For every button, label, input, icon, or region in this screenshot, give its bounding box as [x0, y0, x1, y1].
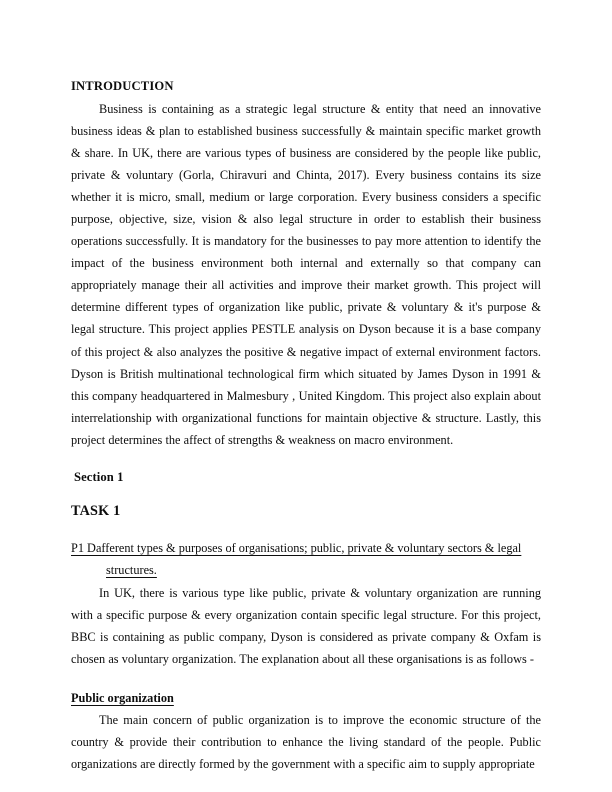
heading-task-1: TASK 1 — [71, 502, 121, 519]
document-body — [71, 76, 541, 775]
heading-p1-line-1: P1 Dafferent types & purposes of organisations; public, private & voluntary sectors & legal — [71, 540, 522, 555]
heading-section-1: Section 1 — [74, 469, 124, 484]
heading-public-organization-wrap — [71, 670, 541, 708]
heading-public-organization: Public organization — [71, 690, 174, 705]
paragraph-public-organization-body: The main concern of public organization is to improve the economic structure of the country & provide their contribution to enhance the living standard of the people. Public organizations are directly formed by the government with a specific aim to supply appropriate — [71, 712, 541, 772]
heading-p1 — [71, 537, 541, 581]
paragraph-p1-body: In UK, there is various type like public, private & voluntary organization are running with a specific purpose & every organization contain specific legal structure. For this project, BBC is containing as public company, Dyson is considered as private company & Oxfam is chosen as voluntary organization. The explanation about all these organisations is as follows - — [71, 585, 541, 666]
heading-introduction: INTRODUCTION — [71, 79, 174, 93]
paragraph-introduction: Business is containing as a strategic legal structure & entity that need an innovative business ideas & plan to established business successfully & maintain specific market growth & share. In UK, there are various types of business are considered by the people like public, private & voluntary (Gorla, Chiravuri and Chinta, 2017). Every business contains its size whether it is micro, small, medium or large corporation. Every business considers a specific purpose, objective, size, vision & also legal structure in order to establish their business operations successfully. It is mandatory for the businesses to pay more attention to identify the impact of the business environment both internal and externally so that company can appropriately manage their all activities and improve their market growth. This project will determine different types of organization like public, private & voluntary & it's purpose & legal structure. This project applies PESTLE analysis on Dyson because it is a base company of this project & also analyzes the positive & negative impact of external environment factors. Dyson is British multinational technological firm which situated by James Dyson in 1991 & this company headquartered in Malmesbury , United Kingdom. This project also explain about interrelationship with organizational functions for maintain objective & structure. Lastly, this project determines the affect of strengths & weakness on macro environment. — [71, 102, 541, 447]
heading-p1-line-2: structures. — [106, 562, 157, 577]
